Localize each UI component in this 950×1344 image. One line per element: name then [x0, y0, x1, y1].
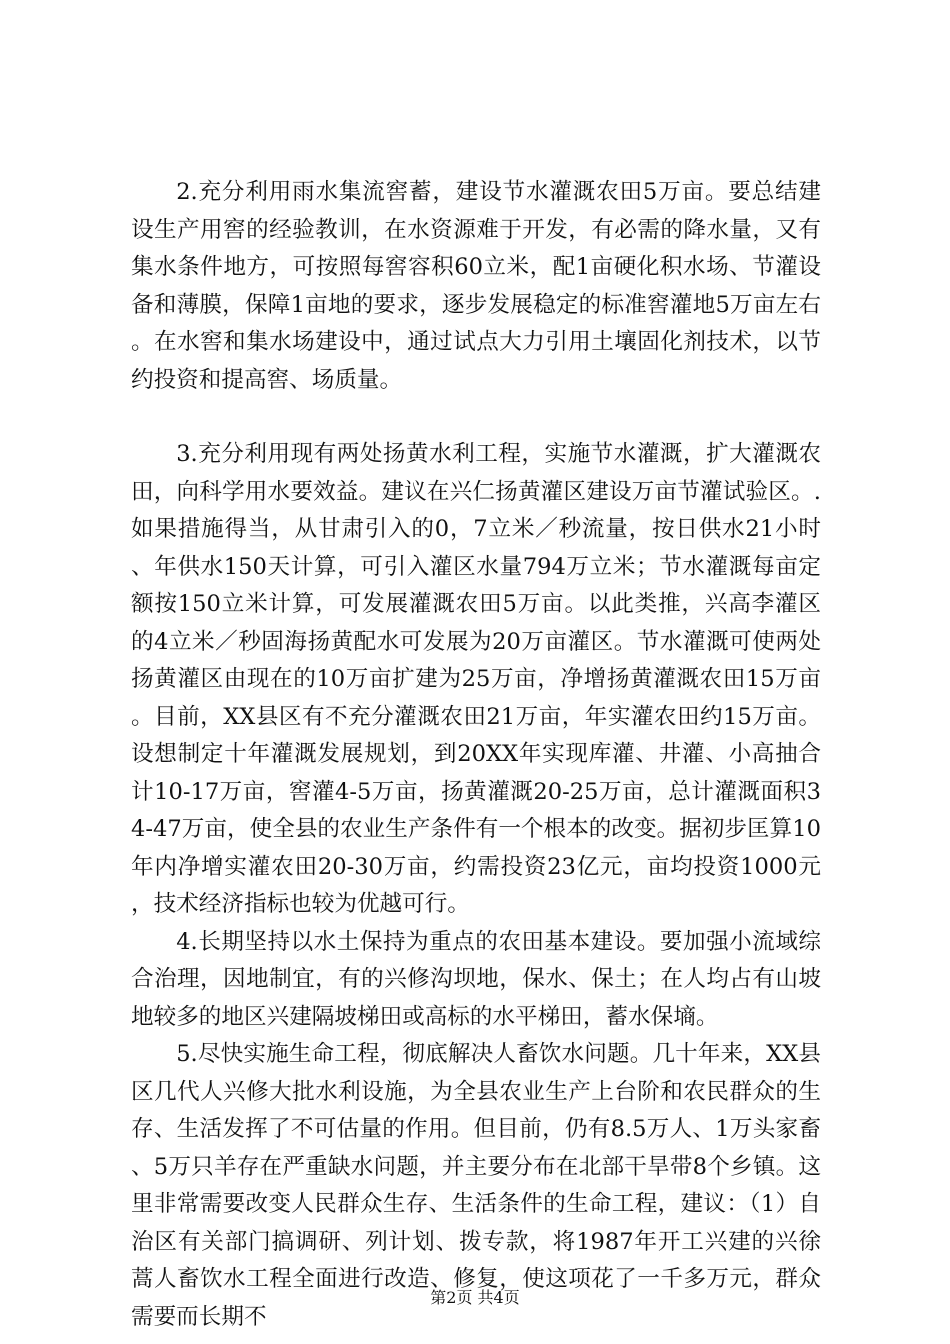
paragraph-item-4: 4.长期坚持以水土保持为重点的农田基本建设。要加强小流域综合治理，因地制宜，有的兴修沟坝地，保水、保土；在人均占有山坡地较多的地区兴建隔坡梯田或高标的水平梯田，蓄水保墒。 [131, 928, 821, 1030]
paragraph-item-2: 2.充分利用雨水集流窖蓄，建设节水灌溉农田5万亩。要总结建设生产用窖的经验教训，在水资源难于开发，有必需的降水量，又有集水条件地方，可按照每窖容积60立米，配1亩硬化积水场、节灌设备和薄膜，保障1亩地的要求，逐步发展稳定的标准窖灌地5万亩左右。在水窖和集水场建设中，通过试点大力引用土壤固化剂技术，以节约投资和提高窖、场质量。 [131, 179, 821, 393]
document-body [131, 174, 821, 1336]
paragraph-spacer [131, 399, 821, 436]
paragraph-item-5: 5.尽快实施生命工程，彻底解决人畜饮水问题。几十年来，XX县区几代人兴修大批水利设施，为全县农业生产上台阶和农民群众的生存、生活发挥了不可估量的作用。但目前，仍有8.5万人、1万头家畜、5万只羊存在严重缺水问题，并主要分布在北部干旱带8个乡镇。这里非常需要改变人民群众生存、生活条件的生命工程，建议：（1）自治区有关部门搞调研、列计划、拨专款，将1987年开工兴建的兴徐蒿人畜饮水工程全面进行改造、修复，使这项花了一千多万元，群众需要而长期不 [131, 1041, 821, 1330]
page-number-footer: 第2页 共4页 [430, 1288, 520, 1307]
paragraph-item-3: 3.充分利用现有两处扬黄水利工程，实施节水灌溉，扩大灌溉农田，向科学用水要效益。建议在兴仁扬黄灌区建设万亩节灌试验区。.如果措施得当，从甘肃引入的0，7立米／秒流量，按日供水21小时、年供水150天计算，可引入灌区水量794万立米；节水灌溉每亩定额按150立米计算，可发展灌溉农田5万亩。以此类推，兴高李灌区的4立米／秒固海扬黄配水可发展为20万亩灌区。节水灌溉可使两处扬黄灌区由现在的10万亩扩建为25万亩，净增扬黄灌溉农田15万亩。目前，XX县区有不充分灌溉农田21万亩，年实灌农田约15万亩。设想制定十年灌溉发展规划，到20XX年实现库灌、井灌、小高抽合计10-17万亩，窖灌4-5万亩，扬黄灌溉20-25万亩，总计灌溉面积34-47万亩，使全县的农业生产条件有一个根本的改变。据初步匡算10年内净增实灌农田20-30万亩，约需投资23亿元，亩均投资1000元，技术经济指标也较为优越可行。 [131, 441, 821, 917]
